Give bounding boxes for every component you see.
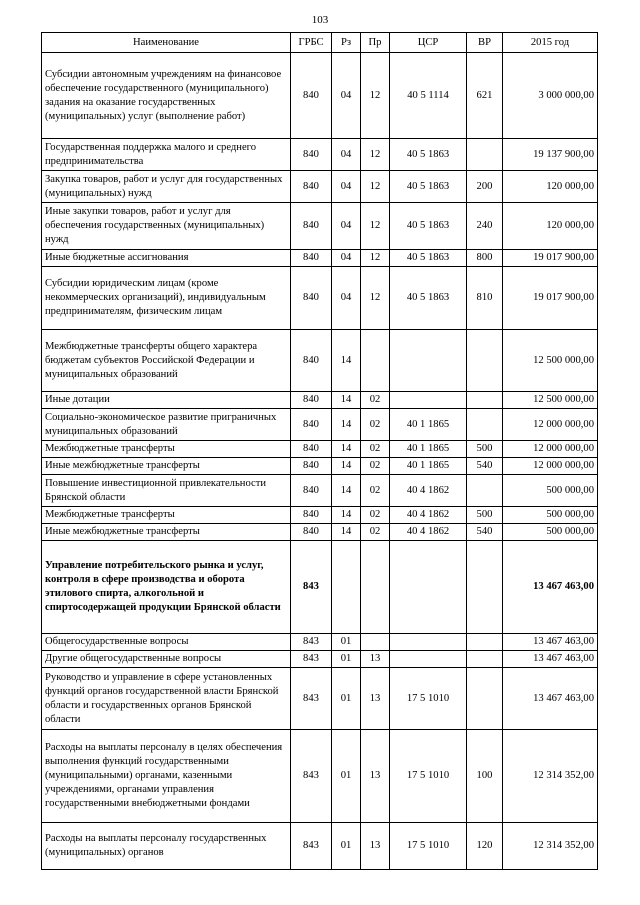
table-row xyxy=(42,267,598,330)
cell-csr: 40 4 1862 xyxy=(390,507,467,524)
cell-rz xyxy=(332,541,361,634)
cell-sum: 12 000 000,00 xyxy=(503,458,598,475)
cell-vr: 540 xyxy=(467,524,503,541)
header-row xyxy=(42,33,598,53)
cell-sum: 13 467 463,00 xyxy=(503,541,598,634)
cell-grbs: 843 xyxy=(291,634,332,651)
table-row xyxy=(42,392,598,409)
cell-rz: 04 xyxy=(332,203,361,250)
cell-vr xyxy=(467,541,503,634)
cell-pr: 02 xyxy=(361,475,390,507)
cell-pr xyxy=(361,634,390,651)
cell-grbs: 843 xyxy=(291,668,332,730)
cell-grbs: 843 xyxy=(291,730,332,823)
cell-csr: 40 1 1865 xyxy=(390,458,467,475)
cell-name: Иные дотации xyxy=(42,392,291,409)
cell-rz: 04 xyxy=(332,171,361,203)
cell-pr: 12 xyxy=(361,171,390,203)
table-row xyxy=(42,507,598,524)
cell-pr: 13 xyxy=(361,651,390,668)
cell-sum: 12 000 000,00 xyxy=(503,409,598,441)
cell-pr: 02 xyxy=(361,441,390,458)
table-row xyxy=(42,823,598,870)
cell-vr: 621 xyxy=(467,53,503,139)
cell-pr: 12 xyxy=(361,267,390,330)
cell-grbs: 840 xyxy=(291,524,332,541)
cell-rz: 01 xyxy=(332,634,361,651)
cell-vr: 500 xyxy=(467,507,503,524)
cell-vr: 800 xyxy=(467,250,503,267)
table-row xyxy=(42,730,598,823)
header-grbs: ГРБС xyxy=(291,33,332,53)
cell-grbs: 840 xyxy=(291,250,332,267)
table-row xyxy=(42,441,598,458)
cell-rz: 14 xyxy=(332,392,361,409)
cell-pr: 02 xyxy=(361,409,390,441)
cell-rz: 14 xyxy=(332,441,361,458)
cell-grbs: 840 xyxy=(291,409,332,441)
table-row xyxy=(42,409,598,441)
header-name: Наименование xyxy=(42,33,291,53)
cell-sum: 500 000,00 xyxy=(503,524,598,541)
cell-rz: 01 xyxy=(332,651,361,668)
cell-vr: 100 xyxy=(467,730,503,823)
header-csr: ЦСР xyxy=(390,33,467,53)
cell-vr: 200 xyxy=(467,171,503,203)
cell-pr: 02 xyxy=(361,524,390,541)
cell-vr xyxy=(467,139,503,171)
cell-csr: 17 5 1010 xyxy=(390,823,467,870)
table-row xyxy=(42,668,598,730)
cell-sum: 120 000,00 xyxy=(503,203,598,250)
cell-csr xyxy=(390,651,467,668)
cell-grbs: 843 xyxy=(291,651,332,668)
cell-vr: 540 xyxy=(467,458,503,475)
cell-vr xyxy=(467,651,503,668)
cell-csr: 40 4 1862 xyxy=(390,475,467,507)
cell-sum: 12 314 352,00 xyxy=(503,823,598,870)
cell-name: Иные бюджетные ассигнования xyxy=(42,250,291,267)
cell-csr: 40 1 1865 xyxy=(390,409,467,441)
table-row xyxy=(42,203,598,250)
cell-grbs: 840 xyxy=(291,330,332,392)
cell-pr: 13 xyxy=(361,668,390,730)
cell-grbs: 840 xyxy=(291,475,332,507)
cell-vr xyxy=(467,392,503,409)
cell-csr: 40 5 1114 xyxy=(390,53,467,139)
table-row xyxy=(42,330,598,392)
cell-grbs: 843 xyxy=(291,541,332,634)
cell-name: Субсидии юридическим лицам (кроме некоммерческих организаций), индивидуальным предпринимателям, физическим лицам xyxy=(42,267,291,330)
table-row xyxy=(42,458,598,475)
cell-name: Иные межбюджетные трансферты xyxy=(42,458,291,475)
table-row xyxy=(42,139,598,171)
cell-name: Межбюджетные трансферты xyxy=(42,507,291,524)
cell-pr: 12 xyxy=(361,53,390,139)
cell-rz: 01 xyxy=(332,823,361,870)
cell-rz: 01 xyxy=(332,730,361,823)
cell-csr xyxy=(390,330,467,392)
cell-name: Управление потребительского рынка и услуг, контроля в сфере производства и оборота этилового спирта, алкогольной и спиртосодержащей продукции Брянской области xyxy=(42,541,291,634)
cell-pr: 02 xyxy=(361,458,390,475)
cell-csr: 40 1 1865 xyxy=(390,441,467,458)
cell-sum: 19 017 900,00 xyxy=(503,250,598,267)
cell-csr xyxy=(390,392,467,409)
cell-csr xyxy=(390,634,467,651)
table-row xyxy=(42,651,598,668)
cell-sum: 19 137 900,00 xyxy=(503,139,598,171)
cell-name: Межбюджетные трансферты общего характера бюджетам субъектов Российской Федерации и муниципальных образований xyxy=(42,330,291,392)
cell-grbs: 840 xyxy=(291,458,332,475)
cell-vr xyxy=(467,668,503,730)
cell-rz: 14 xyxy=(332,475,361,507)
cell-sum: 500 000,00 xyxy=(503,507,598,524)
cell-sum: 120 000,00 xyxy=(503,171,598,203)
header-pr: Пр xyxy=(361,33,390,53)
cell-sum: 12 000 000,00 xyxy=(503,441,598,458)
table-row xyxy=(42,541,598,634)
cell-vr: 500 xyxy=(467,441,503,458)
cell-pr: 13 xyxy=(361,823,390,870)
cell-sum: 3 000 000,00 xyxy=(503,53,598,139)
cell-grbs: 840 xyxy=(291,53,332,139)
cell-grbs: 843 xyxy=(291,823,332,870)
cell-rz: 01 xyxy=(332,668,361,730)
cell-sum: 12 500 000,00 xyxy=(503,392,598,409)
table-row xyxy=(42,524,598,541)
header-rz: Рз xyxy=(332,33,361,53)
table-row xyxy=(42,475,598,507)
cell-name: Общегосударственные вопросы xyxy=(42,634,291,651)
cell-name: Руководство и управление в сфере установленных функций органов государственной власти Брянской области и государственных органов Брянской области xyxy=(42,668,291,730)
cell-sum: 19 017 900,00 xyxy=(503,267,598,330)
cell-rz: 14 xyxy=(332,330,361,392)
cell-rz: 14 xyxy=(332,458,361,475)
cell-csr: 40 5 1863 xyxy=(390,250,467,267)
cell-sum: 12 500 000,00 xyxy=(503,330,598,392)
cell-grbs: 840 xyxy=(291,171,332,203)
cell-csr: 17 5 1010 xyxy=(390,668,467,730)
table-row xyxy=(42,53,598,139)
page-number: 103 xyxy=(311,14,329,26)
cell-rz: 04 xyxy=(332,250,361,267)
cell-rz: 14 xyxy=(332,409,361,441)
cell-name: Социально-экономическое развитие приграничных муниципальных образований xyxy=(42,409,291,441)
cell-pr: 02 xyxy=(361,392,390,409)
cell-name: Расходы на выплаты персоналу государственных (муниципальных) органов xyxy=(42,823,291,870)
cell-rz: 04 xyxy=(332,267,361,330)
cell-name: Межбюджетные трансферты xyxy=(42,441,291,458)
cell-name: Иные межбюджетные трансферты xyxy=(42,524,291,541)
cell-grbs: 840 xyxy=(291,507,332,524)
cell-rz: 04 xyxy=(332,139,361,171)
cell-pr: 13 xyxy=(361,730,390,823)
cell-grbs: 840 xyxy=(291,392,332,409)
table-row xyxy=(42,171,598,203)
cell-pr: 12 xyxy=(361,203,390,250)
cell-csr: 40 4 1862 xyxy=(390,524,467,541)
cell-name: Расходы на выплаты персоналу в целях обеспечения выполнения функций государственными (муниципальными) органами, казенными учреждениями, органами управления государственными внебюджетными фондами xyxy=(42,730,291,823)
cell-csr: 40 5 1863 xyxy=(390,171,467,203)
cell-name: Государственная поддержка малого и среднего предпринимательства xyxy=(42,139,291,171)
cell-sum: 13 467 463,00 xyxy=(503,668,598,730)
cell-pr: 02 xyxy=(361,507,390,524)
cell-name: Повышение инвестиционной привлекательности Брянской области xyxy=(42,475,291,507)
cell-grbs: 840 xyxy=(291,267,332,330)
header-year: 2015 год xyxy=(503,33,598,53)
cell-sum: 12 314 352,00 xyxy=(503,730,598,823)
cell-grbs: 840 xyxy=(291,139,332,171)
cell-vr xyxy=(467,475,503,507)
cell-csr: 40 5 1863 xyxy=(390,203,467,250)
cell-grbs: 840 xyxy=(291,441,332,458)
cell-vr xyxy=(467,409,503,441)
cell-csr: 40 5 1863 xyxy=(390,267,467,330)
table-row xyxy=(42,634,598,651)
cell-name: Другие общегосударственные вопросы xyxy=(42,651,291,668)
cell-vr: 240 xyxy=(467,203,503,250)
cell-rz: 14 xyxy=(332,507,361,524)
cell-grbs: 840 xyxy=(291,203,332,250)
cell-pr: 12 xyxy=(361,250,390,267)
cell-rz: 04 xyxy=(332,53,361,139)
cell-vr: 810 xyxy=(467,267,503,330)
cell-csr: 17 5 1010 xyxy=(390,730,467,823)
cell-pr xyxy=(361,541,390,634)
cell-sum: 500 000,00 xyxy=(503,475,598,507)
cell-name: Закупка товаров, работ и услуг для государственных (муниципальных) нужд xyxy=(42,171,291,203)
cell-pr xyxy=(361,330,390,392)
cell-sum: 13 467 463,00 xyxy=(503,651,598,668)
table-row xyxy=(42,250,598,267)
cell-csr xyxy=(390,541,467,634)
cell-vr xyxy=(467,634,503,651)
header-vr: ВР xyxy=(467,33,503,53)
cell-vr: 120 xyxy=(467,823,503,870)
cell-name: Иные закупки товаров, работ и услуг для обеспечения государственных (муниципальных) нужд xyxy=(42,203,291,250)
cell-csr: 40 5 1863 xyxy=(390,139,467,171)
cell-name: Субсидии автономным учреждениям на финансовое обеспечение государственного (муниципального) задания на оказание государственных (муниципальных) услуг (выполнение работ) xyxy=(42,53,291,139)
cell-vr xyxy=(467,330,503,392)
cell-pr: 12 xyxy=(361,139,390,171)
cell-rz: 14 xyxy=(332,524,361,541)
cell-sum: 13 467 463,00 xyxy=(503,634,598,651)
budget-table xyxy=(41,32,598,870)
